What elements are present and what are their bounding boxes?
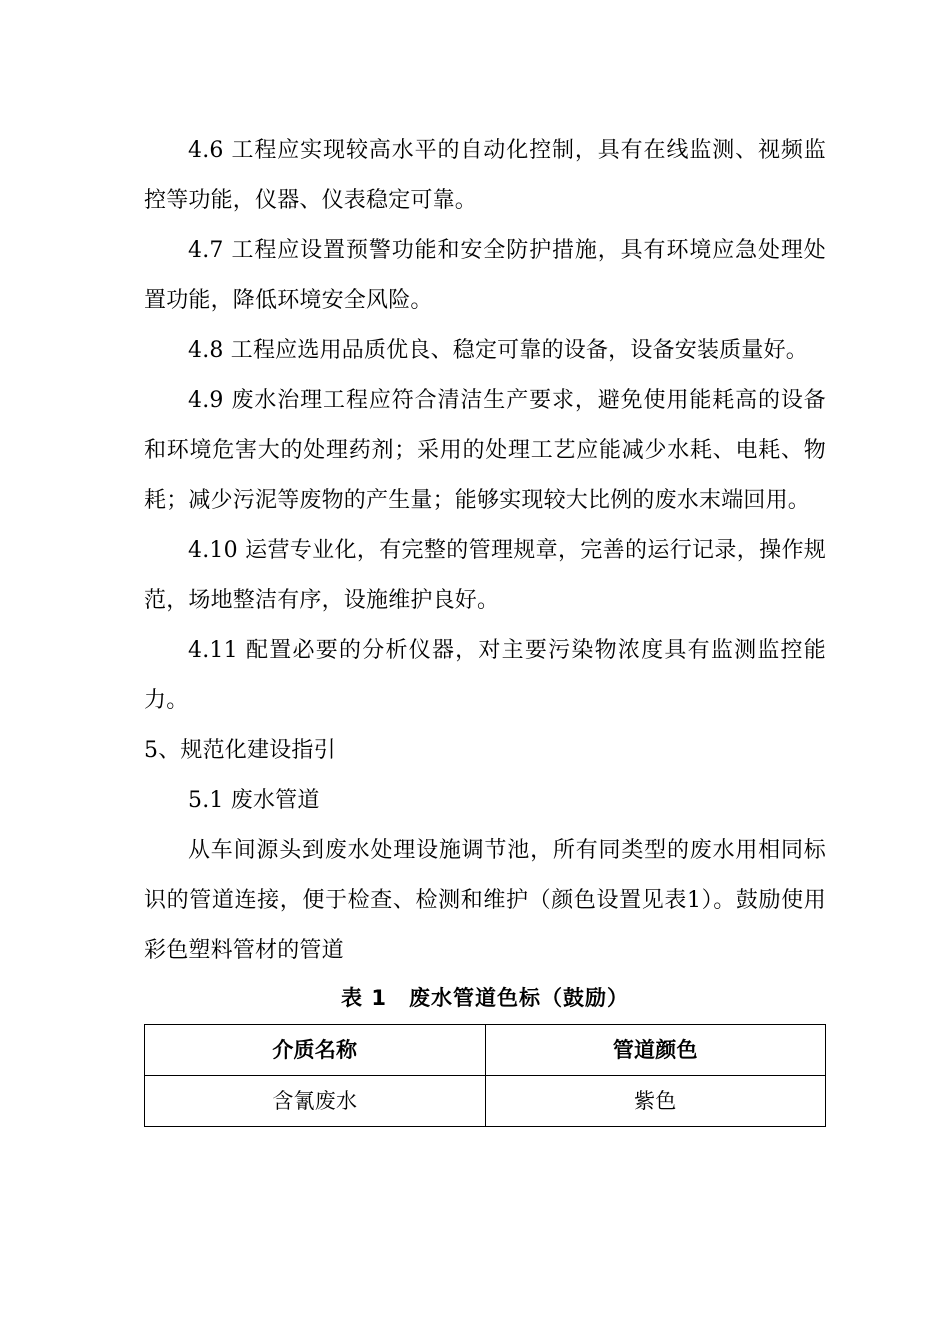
subsection-5-1-heading: 5.1 废水管道 (188, 788, 320, 813)
section-5-1-body: 从车间源头到废水处理设施调节池，所有同类型的废水用相同标识的管道连接，便于检查、检测和维护（颜色设置见表1）。鼓励使用彩色塑料管材的管道 (144, 838, 826, 963)
table-cell-medium: 含氰废水 (145, 1076, 486, 1127)
paragraph-4-9: 4.9 废水治理工程应符合清洁生产要求，避免使用能耗高的设备和环境危害大的处理药剂；采用的处理工艺应能减少水耗、电耗、物耗；减少污泥等废物的产生量；能够实现较大比例的废水末端回用。 (144, 388, 826, 513)
table-header-pipe-color: 管道颜色 (485, 1025, 826, 1076)
paragraph-4-8: 4.8 工程应选用品质优良、稳定可靠的设备，设备安装质量好。 (188, 338, 808, 363)
paragraph-4-11: 4.11 配置必要的分析仪器，对主要污染物浓度具有监测监控能力。 (144, 638, 826, 713)
paragraph-4-7: 4.7 工程应设置预警功能和安全防护措施，具有环境应急处理处置功能，降低环境安全风险。 (144, 238, 826, 313)
table-row (145, 1076, 826, 1127)
table-1-caption: 表 1 废水管道色标（鼓励） (341, 986, 629, 1010)
table-header-medium: 介质名称 (145, 1025, 486, 1076)
document-content (144, 126, 826, 1127)
pipe-color-table (144, 1024, 826, 1127)
table-cell-pipe-color: 紫色 (485, 1076, 826, 1127)
section-5-heading: 5、规范化建设指引 (144, 738, 336, 763)
paragraph-4-10: 4.10 运营专业化，有完整的管理规章，完善的运行记录，操作规范，场地整洁有序，设施维护良好。 (144, 538, 826, 613)
table-header-row (145, 1025, 826, 1076)
paragraph-4-6: 4.6 工程应实现较高水平的自动化控制，具有在线监测、视频监控等功能，仪器、仪表稳定可靠。 (144, 138, 826, 213)
